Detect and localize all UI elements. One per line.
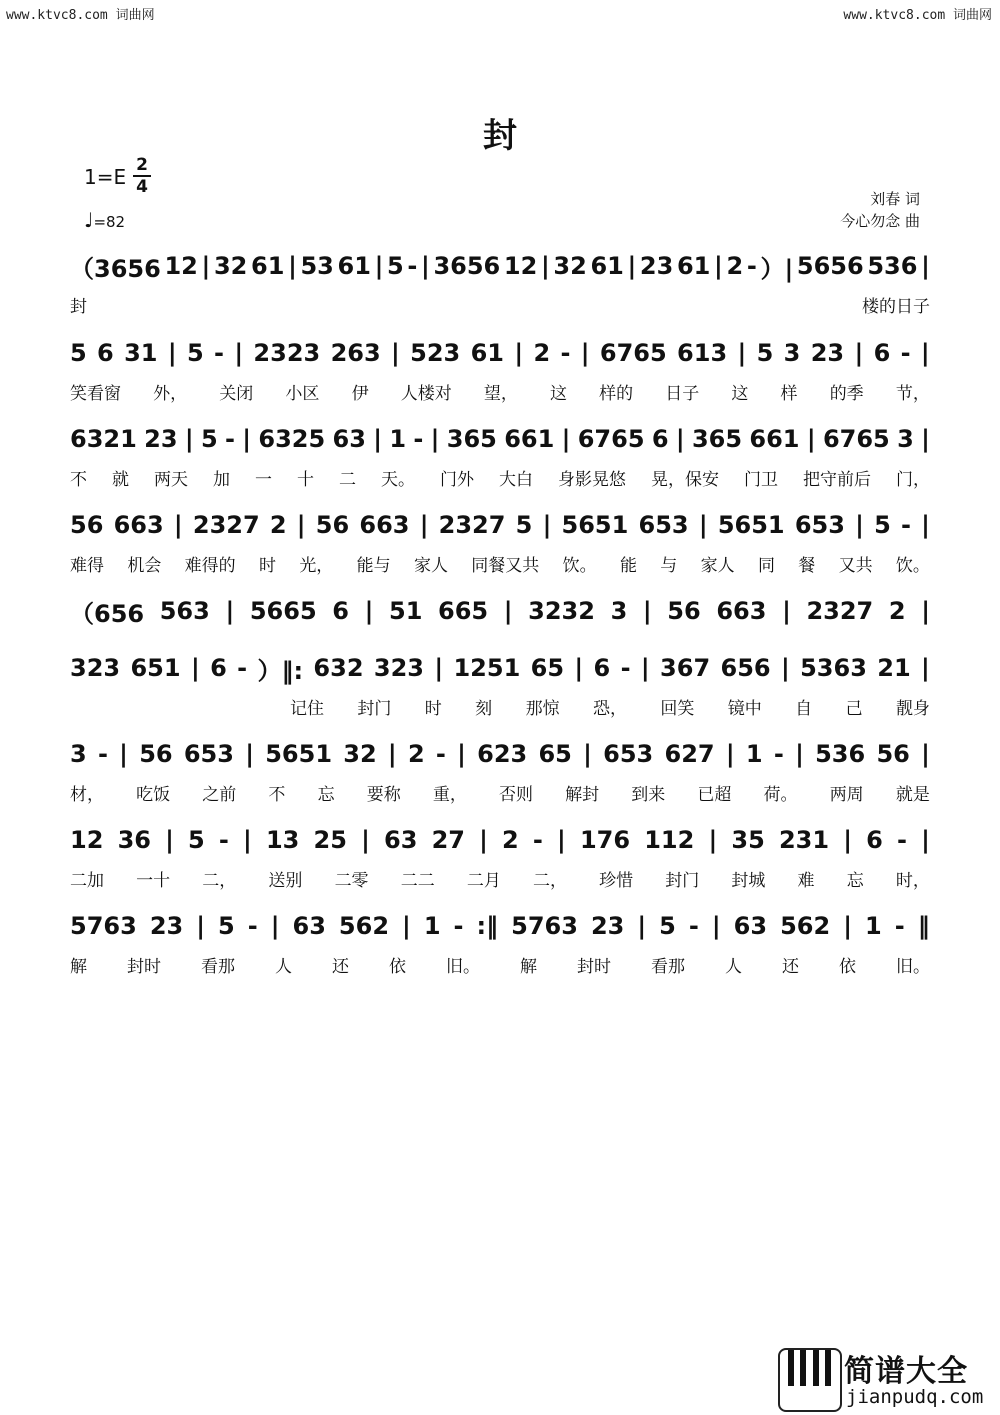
time-signature — [132, 155, 152, 197]
tempo-value: =82 — [93, 213, 126, 231]
credits — [840, 188, 920, 232]
melody-line: （656 563 | 5665 6 | 51 665 | 3232 3 | 56 663 | 2327 2 | — [70, 597, 930, 628]
melody-line: 6321 23 | 5 - | 6325 63 | 1 - | 365 661 | 6765 6 | 365 661 | 6765 3 | — [70, 425, 930, 453]
lyrics-line: 封 楼的日子 — [70, 296, 930, 316]
lyrics-line: 解 封时 看那 人 还 依 旧。 解 封时 看那 人 还 依 旧。 — [70, 956, 930, 976]
key-signature: 1=E — [84, 165, 127, 189]
song-title: 封 — [483, 116, 517, 156]
site-logo[interactable] — [778, 1346, 1000, 1415]
time-signature-bottom: 4 — [136, 177, 148, 197]
quarter-note-icon: ♩ — [84, 208, 94, 232]
piano-keys-icon — [778, 1348, 842, 1412]
lyrics-line: 材， 吃饭 之前 不 忘 要称 重， 否则 解封 到来 已超 荷。 两周 就是 — [70, 784, 930, 804]
melody-line: 3 - | 56 653 | 5651 32 | 2 - | 623 65 | 653 627 | 1 - | 536 56 | — [70, 740, 930, 768]
logo-text-cn: 简谱大全 — [844, 1354, 968, 1389]
time-signature-top: 2 — [136, 155, 148, 175]
melody-line: （3656 12 | 32 61 | 53 61 | 5 - | 3656 12 | 32 61 | 23 61 | 2 - ）| 5656 536 | — [70, 252, 930, 283]
lyrics-line: 不 就 两天 加 一 十 二 天。 门外 大白 身影晃悠 晃，保安 门卫 把守前后 门， — [70, 469, 930, 489]
lyrics-line: 二加 一十 二， 送别 二零 二二 二月 二， 珍惜 封门 封城 难 忘 时， — [70, 870, 930, 890]
lyrics-line: 记住 封门 时 刻 那惊 恐， 回笑 镜中 自 己 靓身 — [290, 698, 930, 718]
site-header-right: www.ktvc8.com 词曲网 — [843, 8, 992, 23]
lyricist-credit: 刘春 词 — [870, 190, 920, 208]
composer-credit: 今心勿念 曲 — [840, 212, 920, 230]
lyrics-line: 笑看窗 外， 关闭 小区 伊 人楼对 望， 这 样的 日子 这 样 的季 节， — [70, 383, 930, 403]
melody-line: 5763 23 | 5 - | 63 562 | 1 - :‖ 5763 23 | 5 - | 63 562 | 1 - ‖ — [70, 912, 930, 940]
melody-line: 12 36 | 5 - | 13 25 | 63 27 | 2 - | 176 112 | 35 231 | 6 - | — [70, 826, 930, 854]
logo-text-en: jianpudq.com — [846, 1386, 984, 1408]
tempo-marking — [84, 208, 125, 232]
lyrics-line: 难得 机会 难得的 时 光， 能与 家人 同餐又共 饮。 能 与 家人 同 餐 又共 饮。 — [70, 555, 930, 575]
melody-line: 56 663 | 2327 2 | 56 663 | 2327 5 | 5651 653 | 5651 653 | 5 - | — [70, 511, 930, 539]
melody-line: 5 6 31 | 5 - | 2323 263 | 523 61 | 2 - | 6765 613 | 5 3 23 | 6 - | — [70, 339, 930, 367]
site-header-left: www.ktvc8.com 词曲网 — [6, 8, 155, 23]
melody-line: 323 651 | 6 - ）‖: 632 323 | 1251 65 | 6 - | 367 656 | 5363 21 | — [70, 654, 930, 685]
